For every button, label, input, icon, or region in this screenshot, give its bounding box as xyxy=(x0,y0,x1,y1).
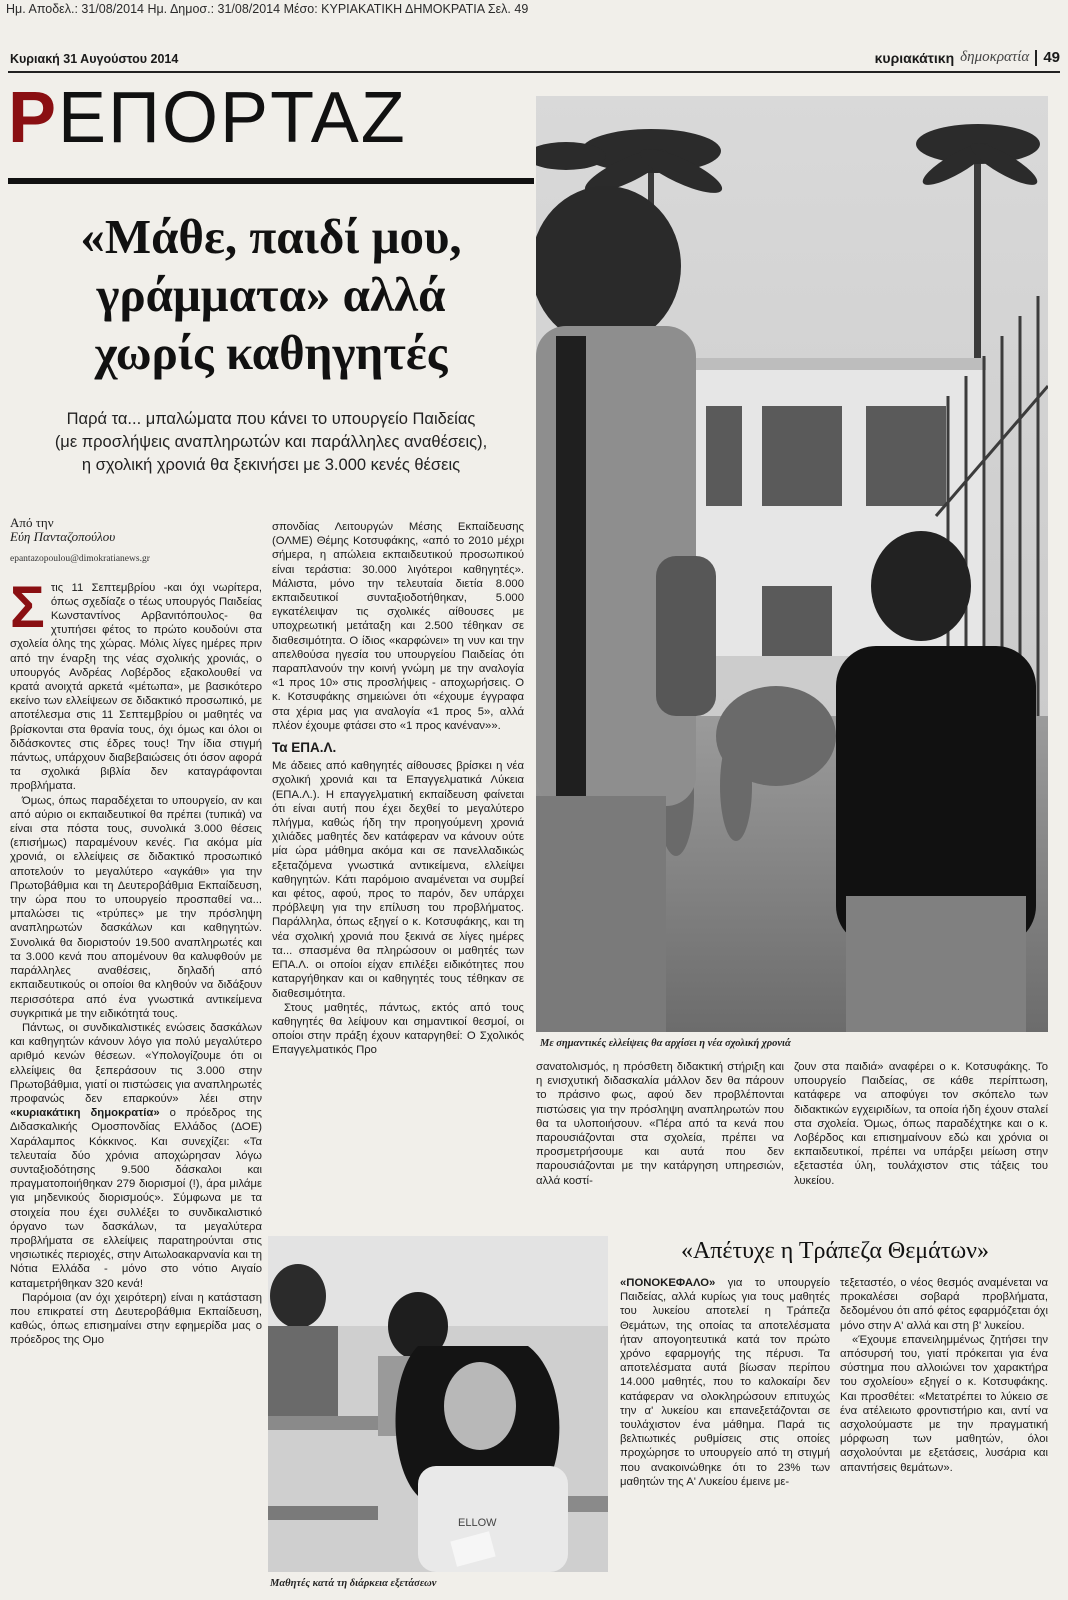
article-paragraph: Στους μαθητές, πάντως, εκτός από τους καθηγητές θα λείψουν και σημαντικοί θεσμοί, οι οποίοι στην πράξη έχουν καταργηθεί: Ο Σχολικός Επαγγελματικός Προ xyxy=(272,1001,524,1057)
newspaper-name: «κυριακάτικη δημοκρατία» xyxy=(10,1107,160,1120)
masthead-brand-light: δημοκρατία xyxy=(960,49,1030,65)
exam-photo xyxy=(268,1236,608,1572)
masthead-brand-bold: κυριακάτικη xyxy=(874,49,955,66)
article-column-2 xyxy=(272,520,524,1230)
headline-line: γράμματα» αλλά xyxy=(96,267,446,322)
byline-email: epantazopoulou@dimokratianews.gr xyxy=(10,554,150,565)
article-headline xyxy=(8,208,534,382)
top-rule xyxy=(8,71,1060,73)
byline-label: Από την xyxy=(10,516,54,530)
sidebar-title: «Απέτυχε η Τράπεζα Θεμάτων» xyxy=(680,1238,990,1264)
section-title-first-letter: Ρ xyxy=(8,78,59,158)
section-title xyxy=(8,78,407,158)
sidebar-column-2 xyxy=(840,1276,1048,1598)
article-paragraph: Στις 11 Σεπτεμβρίου -και όχι νωρίτερα, όπως σχεδίαζε ο τέως υπουργός Παιδείας Κωνσταντίνος Αρβανιτόπουλος- θα χτυπήσει φέτος το πρώτο κουδούνι στα σχολεία όλης της χώρας. Μόλις λίγες ημέρες πριν από την έναρξη της νέας σχολικής χρονιάς, ο υπουργός Ανδρέας Λοβέρδος εξακολουθεί να κρατά ανοιχτά αρκετά «μέτωπα», με βασικότερο εκείνο των ελλείψεων σε διδακτικό προσωπικό, με αποτέλεσμα στις 11 Σεπτεμβρίου οι μαθητές να βρίσκονται στα θρανία τους, όχι όμως και όλοι οι διδάσκοντες στις έδρες τους! Την ίδια στιγμή πάντως, υπάρχουν διαβεβαιώσεις ότι όσον αφορά τα σχολικά βιβλία δεν καταγράφονται προβλήματα. xyxy=(10,574,262,793)
headline-line: χωρίς καθηγητές xyxy=(94,325,448,380)
article-paragraph: ζουν στα παιδιά» αναφέρει ο κ. Κοτσυφάκης. Το υπουργείο Παιδείας, σε κάθε περίπτωση, κατάφερε να αποφύγει τον σκόπελο των διδακτικών εγχειριδίων, τα οποία ήδη έχουν σταλεί στα σχολεία. Όμως, όπως παραδέχτηκε και ο κ. Λοβέρδος και επισημαίνουν εδώ και χρόνια οι εκπαιδευτικοί, πρέπει να υπάρξει μείωση στην εξεταστέα ύλη, τουλάχιστον στις τάξεις του λυκείου. xyxy=(794,1061,1048,1187)
subhead-line: η σχολική χρονιά θα ξεκινήσει με 3.000 κενές θέσεις xyxy=(81,456,461,474)
article-subtitle: Τα ΕΠΑ.Λ. xyxy=(272,740,337,756)
article-paragraph: Παρόμοια (αν όχι χειρότερη) είναι η κατάσταση που επικρατεί στη Δευτεροβάθμια Εκπαίδευση, καθώς, όπως επισημαίνει στην εφημερίδα μας ο πρόεδρος της Ομο xyxy=(10,1291,262,1347)
article-paragraph: Με άδειες από καθηγητές αίθουσες βρίσκει η νέα σχολική χρονιά και τα Επαγγελματικά Λύκεια (ΕΠΑ.Λ.). Η επαγγελματική εκπαίδευση φαίνεται ότι είναι αυτή που έχει δεχθεί το μεγαλύτερο πλήγμα, καθώς ήδη την προηγούμενη χρονιά χιλιάδες μαθητές δεν κατάφεραν να κάνουν ούτε μία ώρα μάθημα ακόμα και σε πανελλαδικώς εξεταζόμενα γνωστικά αντικείμενα, ελλείψει καθηγητών. Κάτι παρόμοιο αναμένεται να συμβεί και φέτος, αφού, προς το παρόν, δεν υπάρχει πρόβλεψη για την επίλυση του προβλήματος. Παράλληλα, όπως εξηγεί ο κ. Κοτσυφάκης, και τη νέα σχολική χρονιά που ξεκινά σε λίγες ημέρες τα... σπασμένα θα πληρώσουν οι μαθητές των ΕΠΑ.Λ. οι οποίοι είχαν επιλέξει ειδικότητες που καταργήθηκαν και οι καθηγητές τους τέθηκαν σε διαθεσιμότητα. xyxy=(272,760,524,1000)
section-title-rest: ΕΠΟΡΤΑΖ xyxy=(58,78,407,158)
drop-cap: Σ xyxy=(10,574,45,640)
shirt-print: ELLOW xyxy=(458,1517,497,1529)
folio-masthead xyxy=(875,49,1060,66)
article-paragraph: Όμως, όπως παραδέχεται το υπουργείο, αν και από αύριο οι εκπαιδευτικοί θα πρέπει (τυπικά) να είναι στα πόστα τους, συνολικά 3.000 θέσεις (επισήμως) παραμένουν κενές. Για ακόμα μία χρονιά, οι ελλείψεις σε διδακτικό προσωπικό αποτελούν το μεγαλύτερο «αγκάθι» για την Πρωτοβάθμια και τη Δευτεροβάθμια Εκπαίδευση, την ώρα που το υπουργείο προσπαθεί να... μπαλώσει τις «τρύπες» με την πρόσληψη αναπληρωτών δασκάλων και καθηγητών. Συνολικά θα διοριστούν 19.500 αναπληρωτές και τα 3.000 κενά που απομένουν θα καλυφθούν με παράλληλες αναθέσεις, δηλαδή από εκπαιδευτικούς οι οποίοι θα κληθούν να διδάξουν περισσότερα από ένα γνωστικά αντικείμενα συγκριτικά με την ειδικότητά τους. xyxy=(10,794,262,1020)
subhead-line: (με προσλήψεις αναπληρωτών και παράλληλες αναθέσεις), xyxy=(54,433,488,451)
article-column-1 xyxy=(10,516,262,1598)
masthead-separator xyxy=(1035,50,1037,66)
main-photo-caption: Με σημαντικές ελλείψεις θα αρχίσει η νέα σχολική χρονιά xyxy=(540,1038,791,1049)
sidebar-paragraph: τεξεταστέο, ο νέος θεσμός αναμένεται να προκαλέσει σοβαρά προβλήματα, δεδομένου ότι από φέτος εφαρμόζεται όχι μόνο στην Α' αλλά και στη β' λυκείου. xyxy=(840,1277,1048,1332)
article-paragraph: σανατολισμός, η πρόσθετη διδακτική στήριξη και η ενισχυτική διδασκαλία μάλλον δεν θα πάρουν το πράσινο φως, αφού δεν προβλέπονται πιστώσεις για την πρόσληψη αναπληρωτών που θα τα υλοποιήσουν. «Πέρα από τα κενά που παρουσιάζονται στα σχολεία, πρέπει να προσμετρήσουμε και αυτά που δεν παρουσιάζονται με την κατάργηση υπηρεσιών, αλλά κοστί- xyxy=(536,1061,784,1187)
article-subhead xyxy=(8,408,534,477)
sidebar-column-1 xyxy=(620,1276,830,1598)
headline-line: «Μάθε, παιδί μου, xyxy=(80,209,462,264)
subhead-line: Παρά τα... μπαλώματα που κάνει το υπουργείο Παιδείας xyxy=(66,410,476,428)
sidebar-lead-word: «ΠΟΝΟΚΕΦΑΛΟ» xyxy=(620,1277,716,1289)
main-photo-schoolyard xyxy=(536,96,1048,1032)
clipping-metadata: Ημ. Αποδελ.: 31/08/2014 Ημ. Δημοσ.: 31/08/2014 Μέσο: ΚΥΡΙΑΚΑΤΙΚΗ ΔΗΜΟΚΡΑΤΙΑ Σελ. 49 xyxy=(6,2,529,16)
article-paragraph: σπονδίας Λειτουργών Μέσης Εκπαίδευσης (ΟΛΜΕ) Θέμης Κοτσυφάκης, «από το 2010 μέχρι σήμερα, η απώλεια εκπαιδευτικού προσωπικού είναι τεράστια: 30.000 λιγότεροι καθηγητές». Μάλιστα, μόνο την τελευταία διετία 8.000 εκπαιδευτικοί συνταξιοδοτήθηκαν, 5.000 εγκατέλειψαν τις σχολικές αίθουσες με υποχρεωτική μετάταξη και 2.500 τέθηκαν σε διαθεσιμότητα. Ο ίδιος «καρφώνει» τη νυν και την απελθούσα ηγεσία του υπουργείου Παιδείας ότι παραπλανούν την κοινή γνώμη με την αναλογία «1 προς 10» στις προσλήψεις - αποχωρήσεις. Ο κ. Κοτσυφάκης σημειώνει ότι «έχουμε έγγραφα στα χέρια μας για αναλογία «1 προς 5», αλλά πλέον έχουμε φτάσει στο «1 προς κανέναν»». xyxy=(272,521,524,732)
article-column-4 xyxy=(794,1060,1048,1230)
exam-photo-caption: Μαθητές κατά τη διάρκεια εξετάσεων xyxy=(270,1578,437,1589)
page-number: 49 xyxy=(1043,49,1060,66)
article-paragraph: Πάντως, οι συνδικαλιστικές ενώσεις δασκάλων και καθηγητών κάνουν λόγο για πολύ μεγαλύτερο αριθμό κενών θέσεων. «Υπολογίζουμε ότι οι ελλείψεις θα ξεπεράσουν τις 3.000 στην Πρωτοβάθμια, γιατί οι πιστώσεις για αναπληρωτές προφανώς δεν επαρκούν» λέει στην «κυριακάτικη δημοκρατία» ο πρόεδρος της Διδασκαλικής Ομοσπονδίας Ελλάδος (ΔΟΕ) Χαράλαμπος Κόκκινος. Και συνεχίζει: «Τα τελευταία δύο χρόνια αποχώρησαν λόγω συνταξιοδότησης 9.500 δάσκαλοι και πραγματοποιήθηκαν 279 διορισμοί (!), άρα μιλάμε για μηδενικούς διορισμούς». Σύμφωνα με τα στοιχεία που έχει συλλέξει το συνδικαλιστικό όργανο των δασκάλων, τα μεγαλύτερα προβλήματα σε ελλείψεις παρατηρούνται στις νησιωτικές περιοχές, στην Αιτωλοακαρνανία και τη Νότια Ελλάδα - μόνο στο νότιο Αιγαίο καταμετρήθηκαν 320 κενά! xyxy=(10,1021,262,1290)
article-column-3 xyxy=(536,1060,784,1230)
section-rule xyxy=(8,178,534,184)
byline-name: Εύη Πανταζοπούλου xyxy=(10,529,116,545)
folio-date: Κυριακή 31 Αυγούστου 2014 xyxy=(10,52,179,66)
sidebar-paragraph: «ΠΟΝΟΚΕΦΑΛΟ» για το υπουργείο Παιδείας, αλλά κυρίως για τους μαθητές του λυκείου αποτελεί η Τράπεζα Θεμάτων, της οποίας τα αποτελέσματα ήταν απογοητευτικά κατά τον πρώτο χρόνο εφαρμογής της πέρυσι. Τα αποτελέσματα αυτά βίωσαν περίπου 14.000 μαθητές, που το καλοκαίρι δεν κατάφεραν να ολοκληρώσουν επιτυχώς την α' λυκείου και επανεξετάζονται σε τουλάχιστον ένα μάθημα. Παρά τις βελτιωτικές ρυθμίσεις στις οποίες προχώρησε το υπουργείο από τη στιγμή που ανακοινώθηκε ότι το 23% των μαθητών της Α' Λυκείου έμεινε με- xyxy=(620,1277,830,1488)
sidebar-paragraph: «Έχουμε επανειλημμένως ζητήσει την απόσυρσή του, γιατί πρόκειται για ένα σύστημα που αλλοιώνει τον χαρακτήρα του σχολείου» εξηγεί ο κ. Κοτσυφάκης. Και προσθέτει: «Μετατρέπει το λύκειο σε ένα ατέλειωτο φροντιστήριο και, αντί να ασχολούμαστε με την πραγματική μόρφωση των μαθητών, όλοι ασχολούνται με εξετάσεις, λυσάρια και απαντήσεις θεμάτων». xyxy=(840,1333,1048,1474)
